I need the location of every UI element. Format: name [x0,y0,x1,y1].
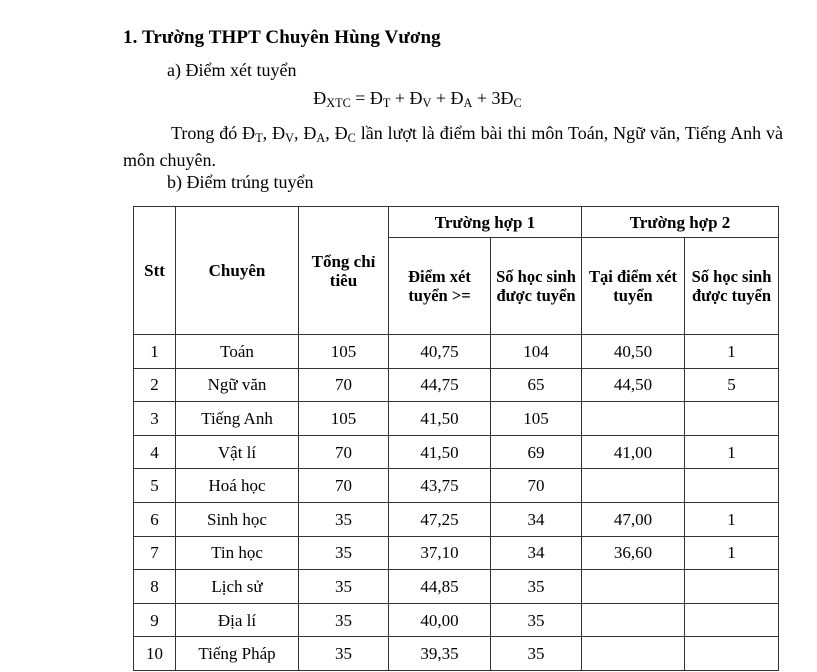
cell-tong-chi-tieu: 35 [299,570,389,604]
cell-stt: 1 [134,335,176,369]
cell-stt: 6 [134,502,176,536]
cell-tong-chi-tieu: 35 [299,502,389,536]
table-row [134,570,779,604]
cell-chuyen: Tiếng Pháp [176,637,299,671]
table-row [134,603,779,637]
cell-g2-so-hoc-sinh: 1 [685,435,779,469]
cell-g2-tai-diem-xet-tuyen: 44,50 [582,368,685,402]
formula-c-coefficient: 3 [491,88,501,108]
cell-g2-tai-diem-xet-tuyen: 47,00 [582,502,685,536]
cell-g1-so-hoc-sinh: 35 [491,570,582,604]
cell-chuyen: Địa lí [176,603,299,637]
formula-t-base: Đ [369,88,383,108]
cell-g1-diem-xet-tuyen: 40,75 [389,335,491,369]
cell-stt: 3 [134,402,176,436]
column-group-header-truong-hop-2: Trường hợp 2 [582,207,779,238]
cell-tong-chi-tieu: 70 [299,368,389,402]
para-sub-a: A [316,131,326,145]
column-header-chuyen: Chuyên [176,207,299,335]
cell-chuyen: Hoá học [176,469,299,503]
cell-g1-so-hoc-sinh: 104 [491,335,582,369]
formula-lhs-sub: XTC [326,96,351,110]
cell-g1-so-hoc-sinh: 70 [491,469,582,503]
cell-g2-so-hoc-sinh: 5 [685,368,779,402]
cell-chuyen: Ngữ văn [176,368,299,402]
cell-stt: 7 [134,536,176,570]
cell-g2-tai-diem-xet-tuyen [582,603,685,637]
cell-g2-tai-diem-xet-tuyen: 36,60 [582,536,685,570]
cell-stt: 8 [134,570,176,604]
admission-scores-table [133,206,779,671]
column-header-g2-so-hoc-sinh: Số học sinh được tuyển [685,238,779,335]
cell-chuyen: Sinh học [176,502,299,536]
formula-plus-2: + [435,88,447,108]
column-header-tong-chi-tieu: Tổng chỉ tiêu [299,207,389,335]
cell-g2-tai-diem-xet-tuyen: 41,00 [582,435,685,469]
table-body [134,335,779,671]
cell-g2-tai-diem-xet-tuyen [582,469,685,503]
para-part-2: , Đ [262,123,286,143]
cell-g2-tai-diem-xet-tuyen: 40,50 [582,335,685,369]
cell-chuyen: Toán [176,335,299,369]
table-row [134,335,779,369]
column-group-header-truong-hop-1: Trường hợp 1 [389,207,582,238]
table-header-row-groups [134,207,779,238]
table-row [134,637,779,671]
table-row [134,502,779,536]
cell-stt: 2 [134,368,176,402]
cell-tong-chi-tieu: 35 [299,637,389,671]
para-part-5: lần lượt là điểm bài thi môn Toán, Ngữ văn, Tiếng Anh và môn chuyên. [123,123,784,170]
formula-v-sub: V [422,96,432,110]
cell-tong-chi-tieu: 105 [299,402,389,436]
cell-g1-diem-xet-tuyen: 39,35 [389,637,491,671]
cell-g1-diem-xet-tuyen: 43,75 [389,469,491,503]
cell-g1-so-hoc-sinh: 35 [491,637,582,671]
formula-t-sub: T [382,96,391,110]
cell-g2-tai-diem-xet-tuyen [582,402,685,436]
cell-g1-diem-xet-tuyen: 40,00 [389,603,491,637]
column-header-g2-tai-diem-xet-tuyen: Tại điểm xét tuyển [582,238,685,335]
cell-stt: 5 [134,469,176,503]
column-header-g1-diem-xet-tuyen: Điểm xét tuyển >= [389,238,491,335]
cell-chuyen: Tin học [176,536,299,570]
cell-g2-so-hoc-sinh: 1 [685,335,779,369]
cell-g1-diem-xet-tuyen: 41,50 [389,435,491,469]
admission-score-formula [0,88,817,109]
cell-g1-so-hoc-sinh: 65 [491,368,582,402]
section-heading-b: b) Điểm trúng tuyển [167,172,314,192]
formula-a-sub: A [463,96,473,110]
para-part-3: , Đ [293,123,317,143]
table-row [134,368,779,402]
cell-g1-so-hoc-sinh: 105 [491,402,582,436]
para-sub-c: C [347,131,356,145]
table-row [134,402,779,436]
para-part-1: Trong đó Đ [171,123,256,143]
cell-g1-so-hoc-sinh: 34 [491,536,582,570]
formula-plus-1: + [394,88,406,108]
cell-tong-chi-tieu: 70 [299,435,389,469]
cell-g2-so-hoc-sinh [685,637,779,671]
cell-stt: 10 [134,637,176,671]
para-part-4: , Đ [325,123,348,143]
formula-lhs-base: Đ [313,88,327,108]
cell-g2-so-hoc-sinh: 1 [685,502,779,536]
cell-tong-chi-tieu: 105 [299,335,389,369]
cell-g1-diem-xet-tuyen: 44,85 [389,570,491,604]
column-header-g1-so-hoc-sinh: Số học sinh được tuyển [491,238,582,335]
section-heading-a: a) Điểm xét tuyển [167,60,297,80]
page-title: 1. Trường THPT Chuyên Hùng Vương [123,27,441,48]
cell-g2-so-hoc-sinh [685,469,779,503]
table-row [134,469,779,503]
column-header-stt: Stt [134,207,176,335]
formula-c-base: Đ [500,88,514,108]
table-row [134,536,779,570]
cell-g1-diem-xet-tuyen: 44,75 [389,368,491,402]
table-row [134,435,779,469]
cell-g1-diem-xet-tuyen: 47,25 [389,502,491,536]
cell-g1-so-hoc-sinh: 35 [491,603,582,637]
cell-g2-so-hoc-sinh [685,603,779,637]
cell-g2-so-hoc-sinh: 1 [685,536,779,570]
cell-chuyen: Tiếng Anh [176,402,299,436]
cell-tong-chi-tieu: 35 [299,603,389,637]
cell-g2-so-hoc-sinh [685,570,779,604]
cell-g2-tai-diem-xet-tuyen [582,570,685,604]
formula-c-sub: C [513,96,522,110]
cell-g1-diem-xet-tuyen: 41,50 [389,402,491,436]
formula-a-base: Đ [450,88,464,108]
para-sub-t: T [255,131,263,145]
cell-g1-diem-xet-tuyen: 37,10 [389,536,491,570]
para-sub-v: V [285,131,294,145]
cell-chuyen: Lịch sử [176,570,299,604]
cell-g2-tai-diem-xet-tuyen [582,637,685,671]
formula-explanation-paragraph [123,121,783,173]
cell-chuyen: Vật lí [176,435,299,469]
cell-stt: 4 [134,435,176,469]
cell-g2-so-hoc-sinh [685,402,779,436]
cell-tong-chi-tieu: 35 [299,536,389,570]
cell-stt: 9 [134,603,176,637]
cell-g1-so-hoc-sinh: 34 [491,502,582,536]
cell-g1-so-hoc-sinh: 69 [491,435,582,469]
formula-plus-3: + [476,88,488,108]
formula-v-base: Đ [409,88,423,108]
cell-tong-chi-tieu: 70 [299,469,389,503]
formula-equals: = [355,88,366,108]
table-header [134,207,779,335]
